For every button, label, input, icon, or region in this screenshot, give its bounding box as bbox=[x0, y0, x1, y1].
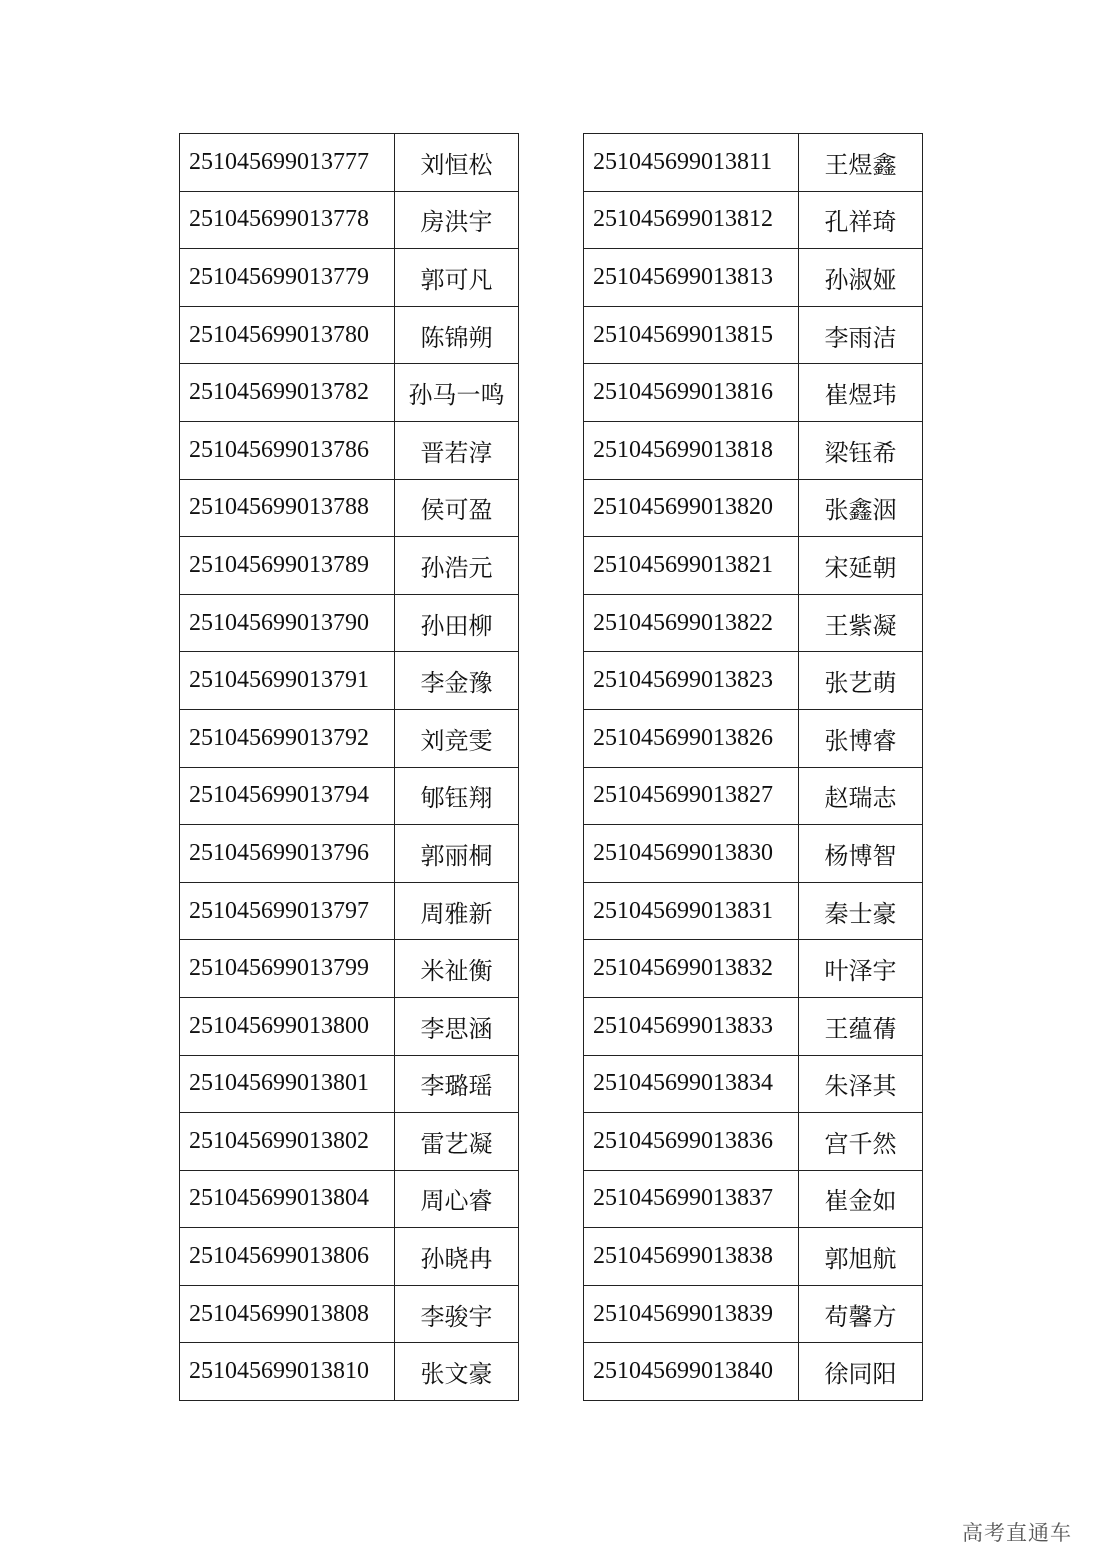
candidate-name-cell: 赵瑞志 bbox=[799, 767, 923, 825]
candidate-name-cell: 宋延朝 bbox=[799, 537, 923, 595]
candidate-name-cell: 李璐瑶 bbox=[395, 1055, 519, 1113]
candidate-name-cell: 梁钰希 bbox=[799, 421, 923, 479]
candidate-name-cell: 崔金如 bbox=[799, 1170, 923, 1228]
candidate-name-cell: 李骏宇 bbox=[395, 1285, 519, 1343]
candidate-name-cell: 张鑫洇 bbox=[799, 479, 923, 537]
table-row bbox=[180, 767, 519, 825]
table-row bbox=[584, 997, 923, 1055]
candidate-id-cell: 251045699013833 bbox=[584, 997, 799, 1055]
roster-table-left bbox=[179, 133, 519, 1401]
candidate-id-cell: 251045699013799 bbox=[180, 940, 395, 998]
candidate-name-cell: 徐同阳 bbox=[799, 1343, 923, 1401]
table-row bbox=[180, 652, 519, 710]
candidate-name-cell: 孙田柳 bbox=[395, 594, 519, 652]
candidate-id-cell: 251045699013794 bbox=[180, 767, 395, 825]
table-row bbox=[584, 1343, 923, 1401]
candidate-id-cell: 251045699013801 bbox=[180, 1055, 395, 1113]
candidate-name-cell: 王蕴蒨 bbox=[799, 997, 923, 1055]
candidate-id-cell: 251045699013808 bbox=[180, 1285, 395, 1343]
table-row bbox=[584, 249, 923, 307]
candidate-id-cell: 251045699013840 bbox=[584, 1343, 799, 1401]
table-row bbox=[584, 421, 923, 479]
table-row bbox=[180, 479, 519, 537]
table-row bbox=[180, 421, 519, 479]
candidate-name-cell: 张艺萌 bbox=[799, 652, 923, 710]
candidate-name-cell: 刘恒松 bbox=[395, 134, 519, 192]
candidate-id-cell: 251045699013832 bbox=[584, 940, 799, 998]
roster-table-left-body bbox=[180, 134, 519, 1401]
roster-table-right bbox=[583, 133, 923, 1401]
candidate-id-cell: 251045699013821 bbox=[584, 537, 799, 595]
candidate-name-cell: 朱泽其 bbox=[799, 1055, 923, 1113]
candidate-name-cell: 宫千然 bbox=[799, 1113, 923, 1171]
candidate-name-cell: 晋若淳 bbox=[395, 421, 519, 479]
candidate-name-cell: 孙淑娅 bbox=[799, 249, 923, 307]
candidate-name-cell: 郇钰翔 bbox=[395, 767, 519, 825]
candidate-id-cell: 251045699013800 bbox=[180, 997, 395, 1055]
table-row bbox=[584, 709, 923, 767]
table-row bbox=[180, 1170, 519, 1228]
candidate-name-cell: 陈锦朔 bbox=[395, 306, 519, 364]
candidate-id-cell: 251045699013782 bbox=[180, 364, 395, 422]
table-row bbox=[584, 652, 923, 710]
watermark-text: 高考直通车 bbox=[962, 1521, 1072, 1545]
candidate-id-cell: 251045699013786 bbox=[180, 421, 395, 479]
table-row bbox=[180, 997, 519, 1055]
candidate-id-cell: 251045699013812 bbox=[584, 191, 799, 249]
candidate-id-cell: 251045699013815 bbox=[584, 306, 799, 364]
table-row bbox=[180, 882, 519, 940]
table-row bbox=[180, 1343, 519, 1401]
table-row bbox=[180, 249, 519, 307]
candidate-id-cell: 251045699013818 bbox=[584, 421, 799, 479]
candidate-name-cell: 侯可盈 bbox=[395, 479, 519, 537]
table-row bbox=[180, 364, 519, 422]
candidate-name-cell: 孙马一鸣 bbox=[395, 364, 519, 422]
candidate-name-cell: 郭可凡 bbox=[395, 249, 519, 307]
candidate-id-cell: 251045699013780 bbox=[180, 306, 395, 364]
candidate-id-cell: 251045699013810 bbox=[180, 1343, 395, 1401]
candidate-name-cell: 叶泽宇 bbox=[799, 940, 923, 998]
candidate-name-cell: 李金豫 bbox=[395, 652, 519, 710]
table-row bbox=[180, 594, 519, 652]
candidate-name-cell: 雷艺凝 bbox=[395, 1113, 519, 1171]
table-row bbox=[584, 134, 923, 192]
table-row bbox=[584, 479, 923, 537]
candidate-name-cell: 刘竞雯 bbox=[395, 709, 519, 767]
table-row bbox=[584, 594, 923, 652]
table-row bbox=[584, 191, 923, 249]
table-row bbox=[180, 134, 519, 192]
table-row bbox=[584, 940, 923, 998]
table-row bbox=[584, 1285, 923, 1343]
candidate-id-cell: 251045699013804 bbox=[180, 1170, 395, 1228]
roster-table-right-body bbox=[584, 134, 923, 1401]
candidate-id-cell: 251045699013789 bbox=[180, 537, 395, 595]
candidate-id-cell: 251045699013779 bbox=[180, 249, 395, 307]
candidate-id-cell: 251045699013834 bbox=[584, 1055, 799, 1113]
candidate-name-cell: 孙晓冉 bbox=[395, 1228, 519, 1286]
candidate-id-cell: 251045699013830 bbox=[584, 825, 799, 883]
candidate-id-cell: 251045699013816 bbox=[584, 364, 799, 422]
candidate-name-cell: 秦士豪 bbox=[799, 882, 923, 940]
candidate-name-cell: 郭丽桐 bbox=[395, 825, 519, 883]
candidate-id-cell: 251045699013778 bbox=[180, 191, 395, 249]
table-row bbox=[180, 825, 519, 883]
table-row bbox=[584, 825, 923, 883]
candidate-id-cell: 251045699013823 bbox=[584, 652, 799, 710]
candidate-name-cell: 米祉衡 bbox=[395, 940, 519, 998]
candidate-name-cell: 周心睿 bbox=[395, 1170, 519, 1228]
candidate-name-cell: 房洪宇 bbox=[395, 191, 519, 249]
candidate-name-cell: 孙浩元 bbox=[395, 537, 519, 595]
candidate-id-cell: 251045699013792 bbox=[180, 709, 395, 767]
table-row bbox=[180, 940, 519, 998]
table-row bbox=[180, 1285, 519, 1343]
table-row bbox=[584, 306, 923, 364]
candidate-name-cell: 李思涵 bbox=[395, 997, 519, 1055]
candidate-id-cell: 251045699013837 bbox=[584, 1170, 799, 1228]
candidate-id-cell: 251045699013836 bbox=[584, 1113, 799, 1171]
table-row bbox=[584, 882, 923, 940]
table-row bbox=[180, 1055, 519, 1113]
candidate-id-cell: 251045699013791 bbox=[180, 652, 395, 710]
candidate-name-cell: 王煜鑫 bbox=[799, 134, 923, 192]
candidate-id-cell: 251045699013827 bbox=[584, 767, 799, 825]
candidate-id-cell: 251045699013797 bbox=[180, 882, 395, 940]
table-row bbox=[584, 1113, 923, 1171]
table-row bbox=[180, 191, 519, 249]
candidate-id-cell: 251045699013831 bbox=[584, 882, 799, 940]
table-row bbox=[584, 1055, 923, 1113]
candidate-name-cell: 李雨洁 bbox=[799, 306, 923, 364]
candidate-id-cell: 251045699013790 bbox=[180, 594, 395, 652]
candidate-id-cell: 251045699013796 bbox=[180, 825, 395, 883]
table-row bbox=[180, 306, 519, 364]
table-row bbox=[180, 537, 519, 595]
table-row bbox=[180, 709, 519, 767]
candidate-id-cell: 251045699013839 bbox=[584, 1285, 799, 1343]
candidate-name-cell: 苟馨方 bbox=[799, 1285, 923, 1343]
table-row bbox=[180, 1113, 519, 1171]
candidate-name-cell: 张文豪 bbox=[395, 1343, 519, 1401]
candidate-id-cell: 251045699013826 bbox=[584, 709, 799, 767]
candidate-id-cell: 251045699013813 bbox=[584, 249, 799, 307]
table-row bbox=[584, 767, 923, 825]
candidate-id-cell: 251045699013777 bbox=[180, 134, 395, 192]
table-row bbox=[584, 1170, 923, 1228]
candidate-name-cell: 孔祥琦 bbox=[799, 191, 923, 249]
candidate-name-cell: 崔煜玮 bbox=[799, 364, 923, 422]
candidate-name-cell: 郭旭航 bbox=[799, 1228, 923, 1286]
candidate-name-cell: 王紫凝 bbox=[799, 594, 923, 652]
candidate-id-cell: 251045699013806 bbox=[180, 1228, 395, 1286]
candidate-id-cell: 251045699013822 bbox=[584, 594, 799, 652]
candidate-name-cell: 杨博智 bbox=[799, 825, 923, 883]
table-row bbox=[584, 1228, 923, 1286]
candidate-id-cell: 251045699013802 bbox=[180, 1113, 395, 1171]
candidate-id-cell: 251045699013838 bbox=[584, 1228, 799, 1286]
table-row bbox=[180, 1228, 519, 1286]
candidate-name-cell: 周雅新 bbox=[395, 882, 519, 940]
candidate-id-cell: 251045699013820 bbox=[584, 479, 799, 537]
table-row bbox=[584, 537, 923, 595]
candidate-id-cell: 251045699013788 bbox=[180, 479, 395, 537]
candidate-id-cell: 251045699013811 bbox=[584, 134, 799, 192]
table-row bbox=[584, 364, 923, 422]
candidate-name-cell: 张博睿 bbox=[799, 709, 923, 767]
